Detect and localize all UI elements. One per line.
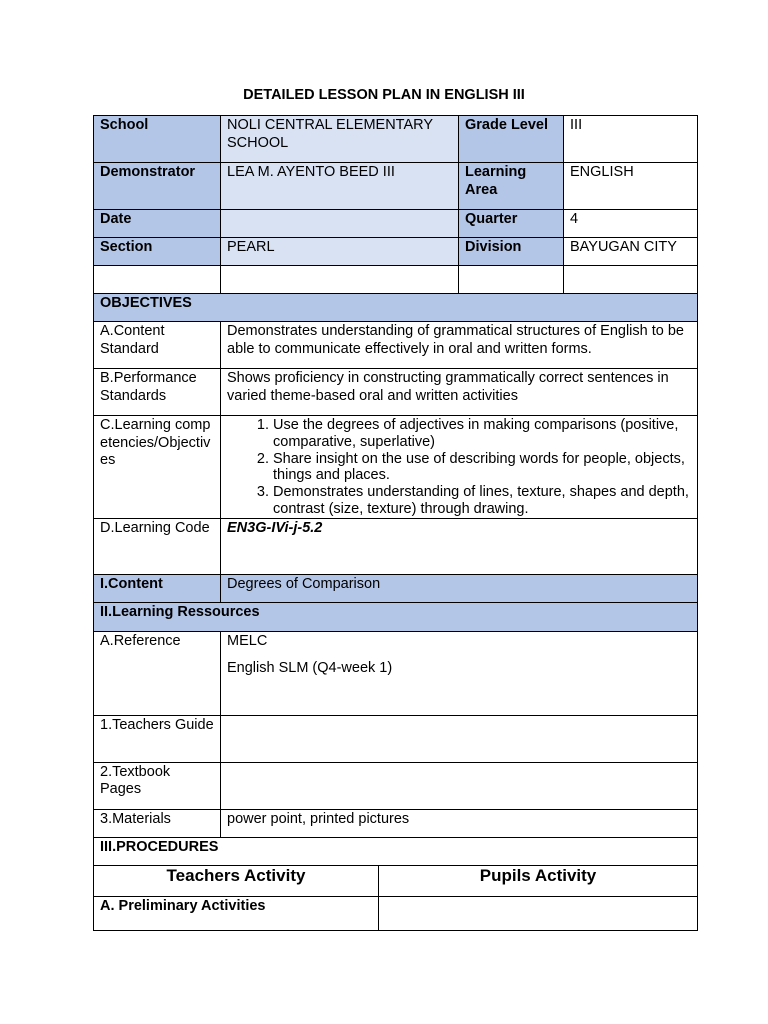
division-label: Division xyxy=(459,238,564,266)
quarter-label: Quarter xyxy=(459,210,564,238)
quarter-value: 4 xyxy=(564,210,698,238)
row-school xyxy=(94,116,698,163)
school-value: NOLI CENTRAL ELEMENTARY SCHOOL xyxy=(221,116,459,163)
content-label: I.Content xyxy=(94,574,221,602)
materials-label: 3.Materials xyxy=(94,809,221,837)
row-activity-headings xyxy=(94,865,698,896)
textbook-pages-label: 2.Textbook Pages xyxy=(94,762,221,809)
learning-code-label: D.Learning Code xyxy=(94,518,221,574)
row-demonstrator xyxy=(94,163,698,210)
row-reference xyxy=(94,631,698,715)
school-label: School xyxy=(94,116,221,163)
row-performance-standards xyxy=(94,369,698,416)
document-title: DETAILED LESSON PLAN IN ENGLISH III xyxy=(243,87,525,103)
content-value: Degrees of Comparison xyxy=(221,574,698,602)
preliminary-activities-label: A. Preliminary Activities xyxy=(94,896,379,930)
competency-item: 2. Share insight on the use of describing words for people, objects, things and places. xyxy=(273,451,691,485)
demonstrator-label: Demonstrator xyxy=(94,163,221,210)
section-value: PEARL xyxy=(221,238,459,266)
textbook-pages-value xyxy=(221,762,698,809)
row-procedures-heading xyxy=(94,837,698,865)
teachers-guide-value xyxy=(221,715,698,762)
materials-value: power point, printed pictures xyxy=(221,809,698,837)
row-resources-heading xyxy=(94,602,698,631)
teachers-guide-label: 1.Teachers Guide xyxy=(94,715,221,762)
date-label: Date xyxy=(94,210,221,238)
objectives-heading: OBJECTIVES xyxy=(94,294,698,322)
competency-item: 1. Use the degrees of adjectives in making comparisons (positive, comparative, superlative) xyxy=(273,417,691,451)
performance-standards-label: B.Performance Standards xyxy=(94,369,221,416)
reference-cell xyxy=(221,631,698,715)
grade-level-value: III xyxy=(564,116,698,163)
learning-area-value: ENGLISH xyxy=(564,163,698,210)
blank-cell xyxy=(94,266,221,294)
reference-label: A.Reference xyxy=(94,631,221,715)
pupils-activity-heading: Pupils Activity xyxy=(379,865,698,896)
reference-line: English SLM (Q4-week 1) xyxy=(227,660,393,677)
learning-area-label: Learning Area xyxy=(459,163,564,210)
row-materials xyxy=(94,809,698,837)
division-value: BAYUGAN CITY xyxy=(564,238,698,266)
row-learning-code xyxy=(94,518,698,574)
blank-cell xyxy=(459,266,564,294)
learning-competencies-label: C.Learning competencies/Objectives xyxy=(94,416,221,519)
grade-level-label: Grade Level xyxy=(459,116,564,163)
resources-heading: II.Learning Ressources xyxy=(94,602,698,631)
procedures-heading: III.PROCEDURES xyxy=(94,837,698,865)
row-blank xyxy=(94,266,698,294)
row-teachers-guide xyxy=(94,715,698,762)
content-standard-value: Demonstrates understanding of grammatical structures of English to be able to communicate effectively in oral and written forms. xyxy=(221,322,698,369)
learning-code-value: EN3G-IVi-j-5.2 xyxy=(221,518,698,574)
section-label: Section xyxy=(94,238,221,266)
row-content xyxy=(94,574,698,602)
row-preliminary-activities xyxy=(94,896,698,930)
row-objectives-heading xyxy=(94,294,698,322)
reference-line: MELC xyxy=(227,632,268,649)
content-standard-label: A.Content Standard xyxy=(94,322,221,369)
competency-item: 3. Demonstrates understanding of lines, texture, shapes and depth, contrast (size, texture) through drawing. xyxy=(273,484,691,518)
teachers-activity-heading: Teachers Activity xyxy=(94,865,379,896)
date-value xyxy=(221,210,459,238)
blank-cell xyxy=(564,266,698,294)
lesson-plan-table xyxy=(93,115,698,931)
performance-standards-value: Shows proficiency in constructing grammatically correct sentences in varied theme-based oral and written activities xyxy=(221,369,698,416)
row-textbook-pages xyxy=(94,762,698,809)
competencies-list xyxy=(227,417,691,518)
row-date xyxy=(94,210,698,238)
demonstrator-value: LEA M. AYENTO BEED III xyxy=(221,163,459,210)
row-learning-competencies xyxy=(94,416,698,519)
learning-competencies-cell xyxy=(221,416,698,519)
preliminary-activities-pupils xyxy=(379,896,698,930)
blank-cell xyxy=(221,266,459,294)
row-content-standard xyxy=(94,322,698,369)
row-section xyxy=(94,238,698,266)
